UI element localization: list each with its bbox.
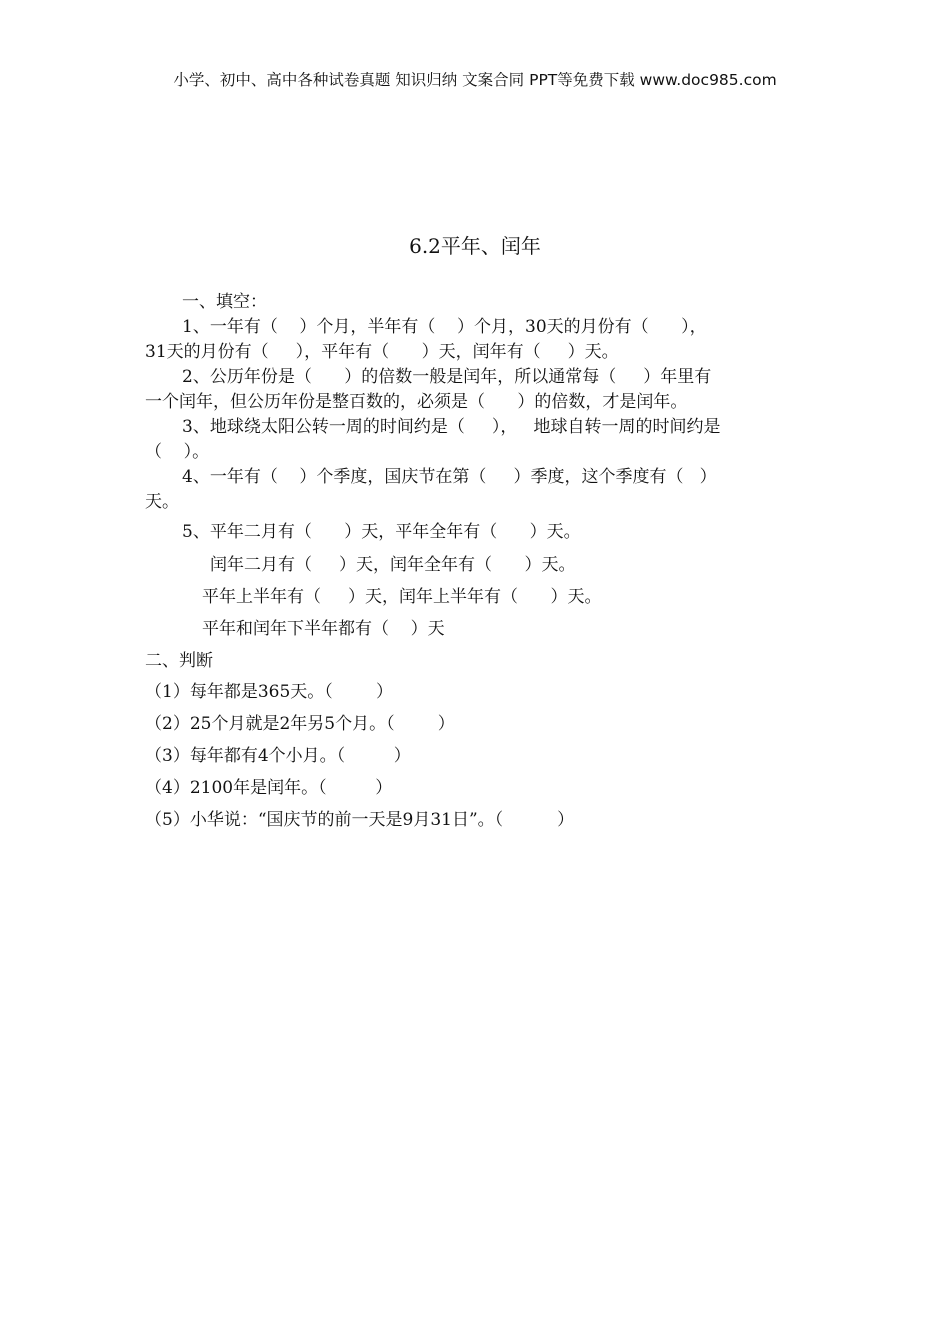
judge-item: （2）25个月就是2年另5个月。（ ）	[145, 714, 455, 734]
question-line: 平年和闰年下半年都有（ ）天	[202, 619, 445, 639]
question-line: 4、一年有（ ）个季度，国庆节在第（ ）季度，这个季度有（ ）	[182, 467, 717, 487]
question-line: 5、平年二月有（ ）天，平年全年有（ ）天。	[182, 522, 581, 542]
judge-item: （4）2100年是闰年。（ ）	[145, 778, 393, 798]
question-line: 闰年二月有（ ）天，闰年全年有（ ）天。	[210, 555, 576, 575]
judge-item: （1）每年都是365天。（ ）	[145, 682, 393, 702]
question-line: （ ）。	[145, 442, 210, 462]
section-heading-judge: 二、判断	[145, 651, 213, 671]
question-line: 1、一年有（ ）个月，半年有（ ）个月，30天的月份有（ ），	[182, 317, 707, 337]
question-line: 3、地球绕太阳公转一周的时间约是（ ）， 地球自转一周的时间约是	[182, 417, 721, 437]
question-line: 一个闰年，但公历年份是整百数的，必须是（ ）的倍数，才是闰年。	[145, 392, 688, 412]
question-line: 平年上半年有（ ）天，闰年上半年有（ ）天。	[202, 587, 602, 607]
section-heading-fill-blank: 一、填空：	[182, 292, 267, 312]
question-line: 天。	[145, 492, 179, 512]
question-line: 2、公历年份是（ ）的倍数一般是闰年，所以通常每（ ）年里有	[182, 367, 712, 387]
judge-item: （5）小华说：“国庆节的前一天是9月31日”。（ ）	[145, 810, 575, 830]
question-line: 31天的月份有（ ），平年有（ ）天，闰年有（ ）天。	[145, 342, 619, 362]
page-title: 6.2平年、闰年	[409, 234, 541, 258]
page-header: 小学、初中、高中各种试卷真题 知识归纳 文案合同 PPT等免费下载 www.doc985.com	[173, 71, 777, 89]
judge-item: （3）每年都有4个小月。（ ）	[145, 746, 411, 766]
